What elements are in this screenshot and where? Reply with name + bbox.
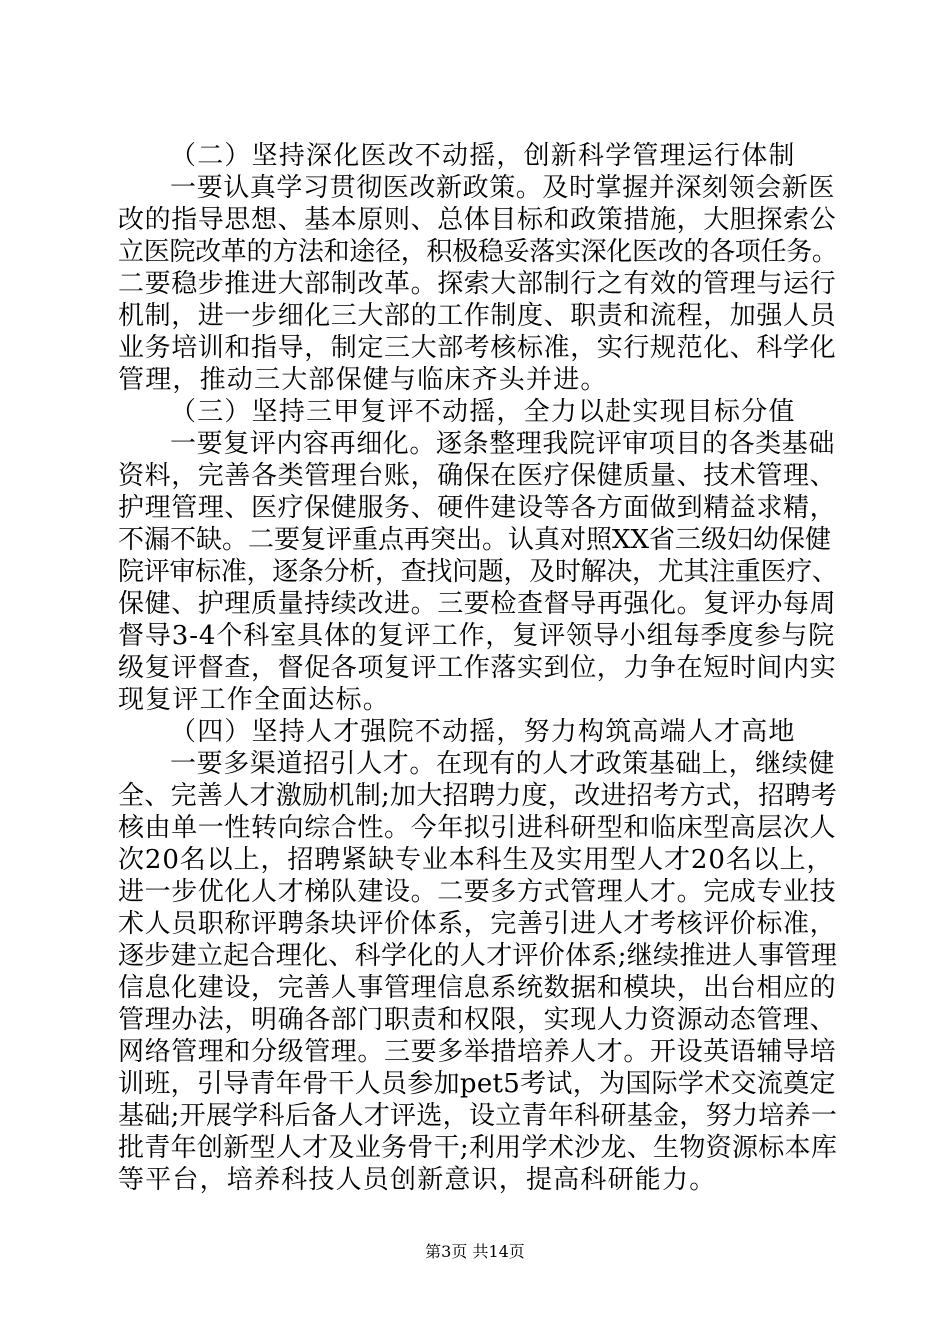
- paragraph-line: 一要多渠道招引人才。在现有的人才政策基础上，继续健: [170, 749, 836, 779]
- paragraph-line: 网络管理和分级管理。三要多举措培养人才。开设英语辅导培: [118, 1037, 837, 1067]
- paragraph-line: 一要复评内容再细化。逐条整理我院评审项目的各类基础: [170, 429, 836, 459]
- paragraph-line: 现复评工作全面达标。: [118, 685, 391, 715]
- paragraph-line: 改的指导思想、基本原则、总体目标和政策措施，大胆探索公: [118, 205, 837, 235]
- page-footer: [0, 1242, 950, 1262]
- paragraph-line: 资料，完善各类管理台账，确保在医疗保健质量、技术管理、: [118, 461, 837, 491]
- paragraph-line: 院评审标准，逐条分析，查找问题，及时解决，尤其注重医疗、: [118, 557, 838, 587]
- paragraph-line: 批青年创新型人才及业务骨干;利用学术沙龙、生物资源标本库: [118, 1133, 838, 1163]
- paragraph-line: 立医院改革的方法和途径，积极稳妥落实深化医改的各项任务。: [118, 237, 838, 267]
- paragraph-line: 不漏不缺。二要复评重点再突出。认真对照XX省三级妇幼保健: [118, 525, 832, 555]
- paragraph-line: 督导3-4个科室具体的复评工作，复评领导小组每季度参与院: [118, 621, 836, 651]
- paragraph-line: 训班，引导青年骨干人员参加pet5考试，为国际学术交流奠定: [118, 1069, 836, 1099]
- paragraph-line: 全、完善人才激励机制;加大招聘力度，改进招考方式，招聘考: [118, 781, 838, 811]
- paragraph-line: 等平台，培养科技人员创新意识，提高科研能力。: [118, 1165, 717, 1195]
- paragraph-line: 业务培训和指导，制定三大部考核标准，实行规范化、科学化: [118, 333, 837, 363]
- paragraph-line: 管理，推动三大部保健与临床齐头并进。: [118, 365, 608, 395]
- section-heading: （四）坚持人才强院不动摇，努力构筑高端人才高地: [170, 717, 796, 747]
- paragraph-line: 进一步优化人才梯队建设。二要多方式管理人才。完成专业技: [118, 877, 837, 907]
- paragraph-line: 核由单一性转向综合性。今年拟引进科研型和临床型高层次人: [118, 813, 837, 843]
- paragraph-line: 术人员职称评聘条块评价体系，完善引进人才考核评价标准，: [118, 909, 837, 939]
- paragraph-line: 机制，进一步细化三大部的工作制度、职责和流程，加强人员: [118, 301, 837, 331]
- paragraph-line: 级复评督查，督促各项复评工作落实到位，力争在短时间内实: [118, 653, 837, 683]
- paragraph-line: 逐步建立起合理化、科学化的人才评价体系;继续推进人事管理: [118, 941, 838, 971]
- paragraph-line: 二要稳步推进大部制改革。探索大部制行之有效的管理与运行: [118, 269, 837, 299]
- paragraph-line: 管理办法，明确各部门职责和权限，实现人力资源动态管理、: [118, 1005, 837, 1035]
- paragraph-line: 次20名以上，招聘紧缺专业本科生及实用型人才20名以上，: [118, 845, 834, 875]
- paragraph-line: 保健、护理质量持续改进。三要检查督导再强化。复评办每周: [118, 589, 837, 619]
- section-heading: （三）坚持三甲复评不动摇，全力以赴实现目标分值: [170, 397, 796, 427]
- paragraph-line: 护理管理、医疗保健服务、硬件建设等各方面做到精益求精，: [118, 493, 837, 523]
- section-heading: （二）坚持深化医改不动摇，创新科学管理运行体制: [170, 141, 796, 171]
- paragraph-line: 一要认真学习贯彻医改新政策。及时掌握并深刻领会新医: [170, 173, 836, 203]
- paragraph-line: 信息化建设，完善人事管理信息系统数据和模块，出台相应的: [118, 973, 837, 1003]
- paragraph-line: 基础;开展学科后备人才评选，设立青年科研基金，努力培养一: [118, 1101, 838, 1131]
- document-body: [118, 140, 838, 1196]
- page-number: 第3页 共14页: [425, 1242, 525, 1261]
